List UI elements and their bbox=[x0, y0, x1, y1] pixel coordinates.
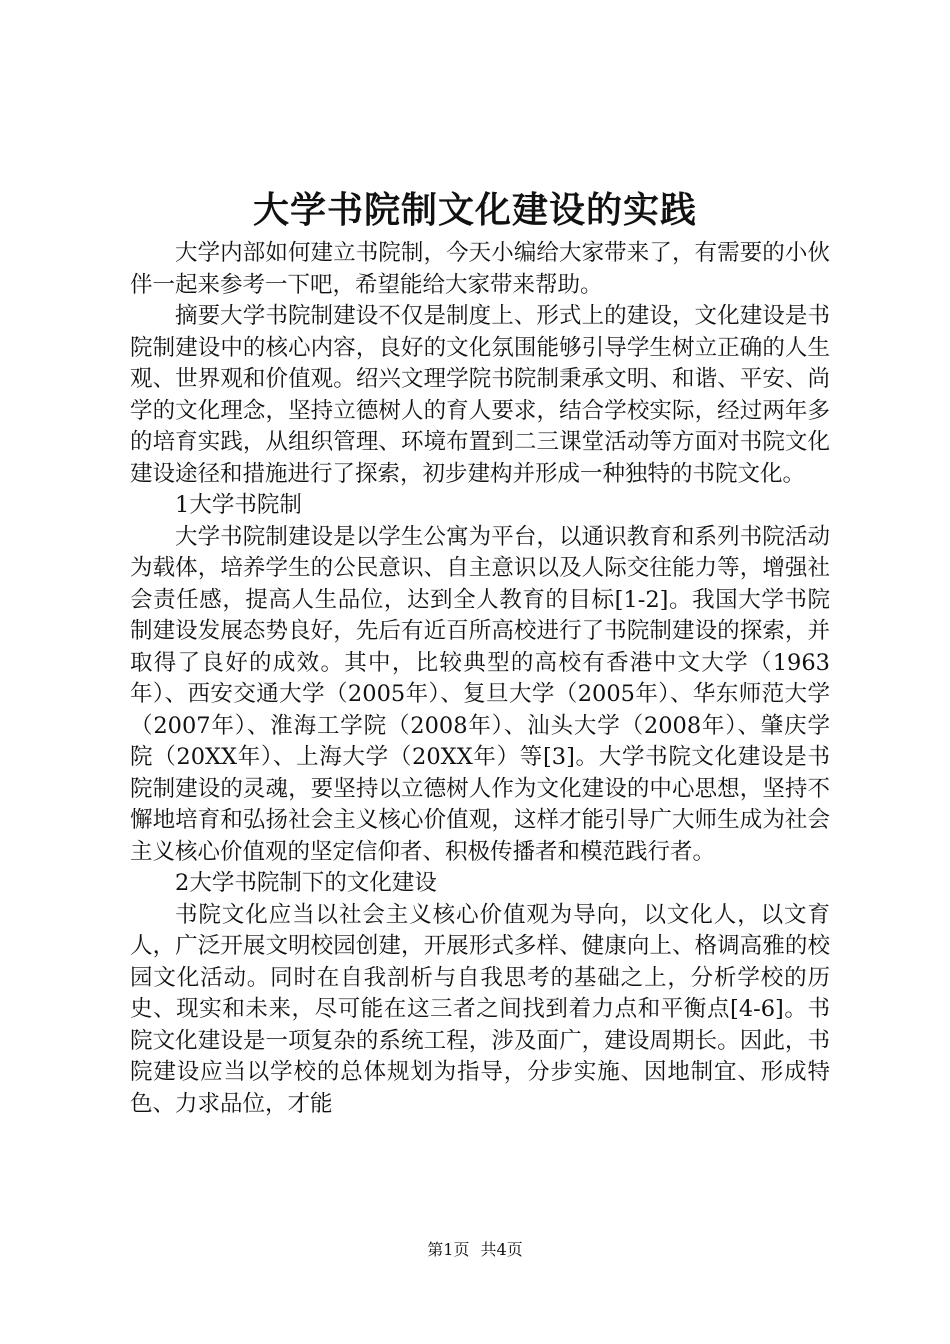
document-title: 大学书院制文化建设的实践 bbox=[252, 189, 697, 231]
page-total: 共4页 bbox=[480, 1240, 523, 1259]
page-footer bbox=[0, 1240, 950, 1260]
section-heading-2: 2大学书院制下的文化建设 bbox=[175, 870, 437, 896]
page-number: 第1页 bbox=[427, 1240, 470, 1259]
section-1-paragraph: 大学书院制建设是以学生公寓为平台，以通识教育和系列书院活动为载体，培养学生的公民意识、自主意识以及人际交往能力等，增强社会责任感，提高人生品位，达到全人教育的目标[1-2]。我国大学书院制建设发展态势良好，先后有近百所高校进行了书院制建设的探索，并取得了良好的成效。其中，比较典型的高校有香港中文大学（1963年）、西安交通大学（2005年）、复旦大学（2005年）、华东师范大学（2007年）、淮海工学院（2008年）、汕头大学（2008年）、肇庆学院（20XX年）、上海大学（20XX年）等[3]。大学书院文化建设是书院制建设的灵魂，要坚持以立德树人作为文化建设的中心思想，坚持不懈地培育和弘扬社会主义核心价值观，这样才能引导广大师生成为社会主义核心价值观的坚定信仰者、积极传播者和模范践行者。 bbox=[130, 523, 830, 865]
document-body bbox=[130, 238, 830, 1120]
intro-paragraph: 大学内部如何建立书院制，今天小编给大家带来了，有需要的小伙伴一起来参考一下吧，希望能给大家带来帮助。 bbox=[130, 240, 830, 298]
section-2-paragraph: 书院文化应当以社会主义核心价值观为导向，以文化人，以文育人，广泛开展文明校园创建，开展形式多样、健康向上、格调高雅的校园文化活动。同时在自我剖析与自我思考的基础之上，分析学校的历史、现实和未来，尽可能在这三者之间找到着力点和平衡点[4-6]。书院文化建设是一项复杂的系统工程，涉及面广，建设周期长。因此，书院建设应当以学校的总体规划为指导，分步实施、因地制宜、形成特色、力求品位，才能 bbox=[130, 901, 830, 1117]
abstract-paragraph: 摘要大学书院制建设不仅是制度上、形式上的建设，文化建设是书院制建设中的核心内容，良好的文化氛围能够引导学生树立正确的人生观、世界观和价值观。绍兴文理学院书院制秉承文明、和谐、平安、尚学的文化理念，坚持立德树人的育人要求，结合学校实际，经过两年多的培育实践，从组织管理、环境布置到二三课堂活动等方面对书院文化建设途径和措施进行了探索，初步建构并形成一种独特的书院文化。 bbox=[130, 303, 830, 487]
section-heading-1: 1大学书院制 bbox=[175, 492, 302, 518]
